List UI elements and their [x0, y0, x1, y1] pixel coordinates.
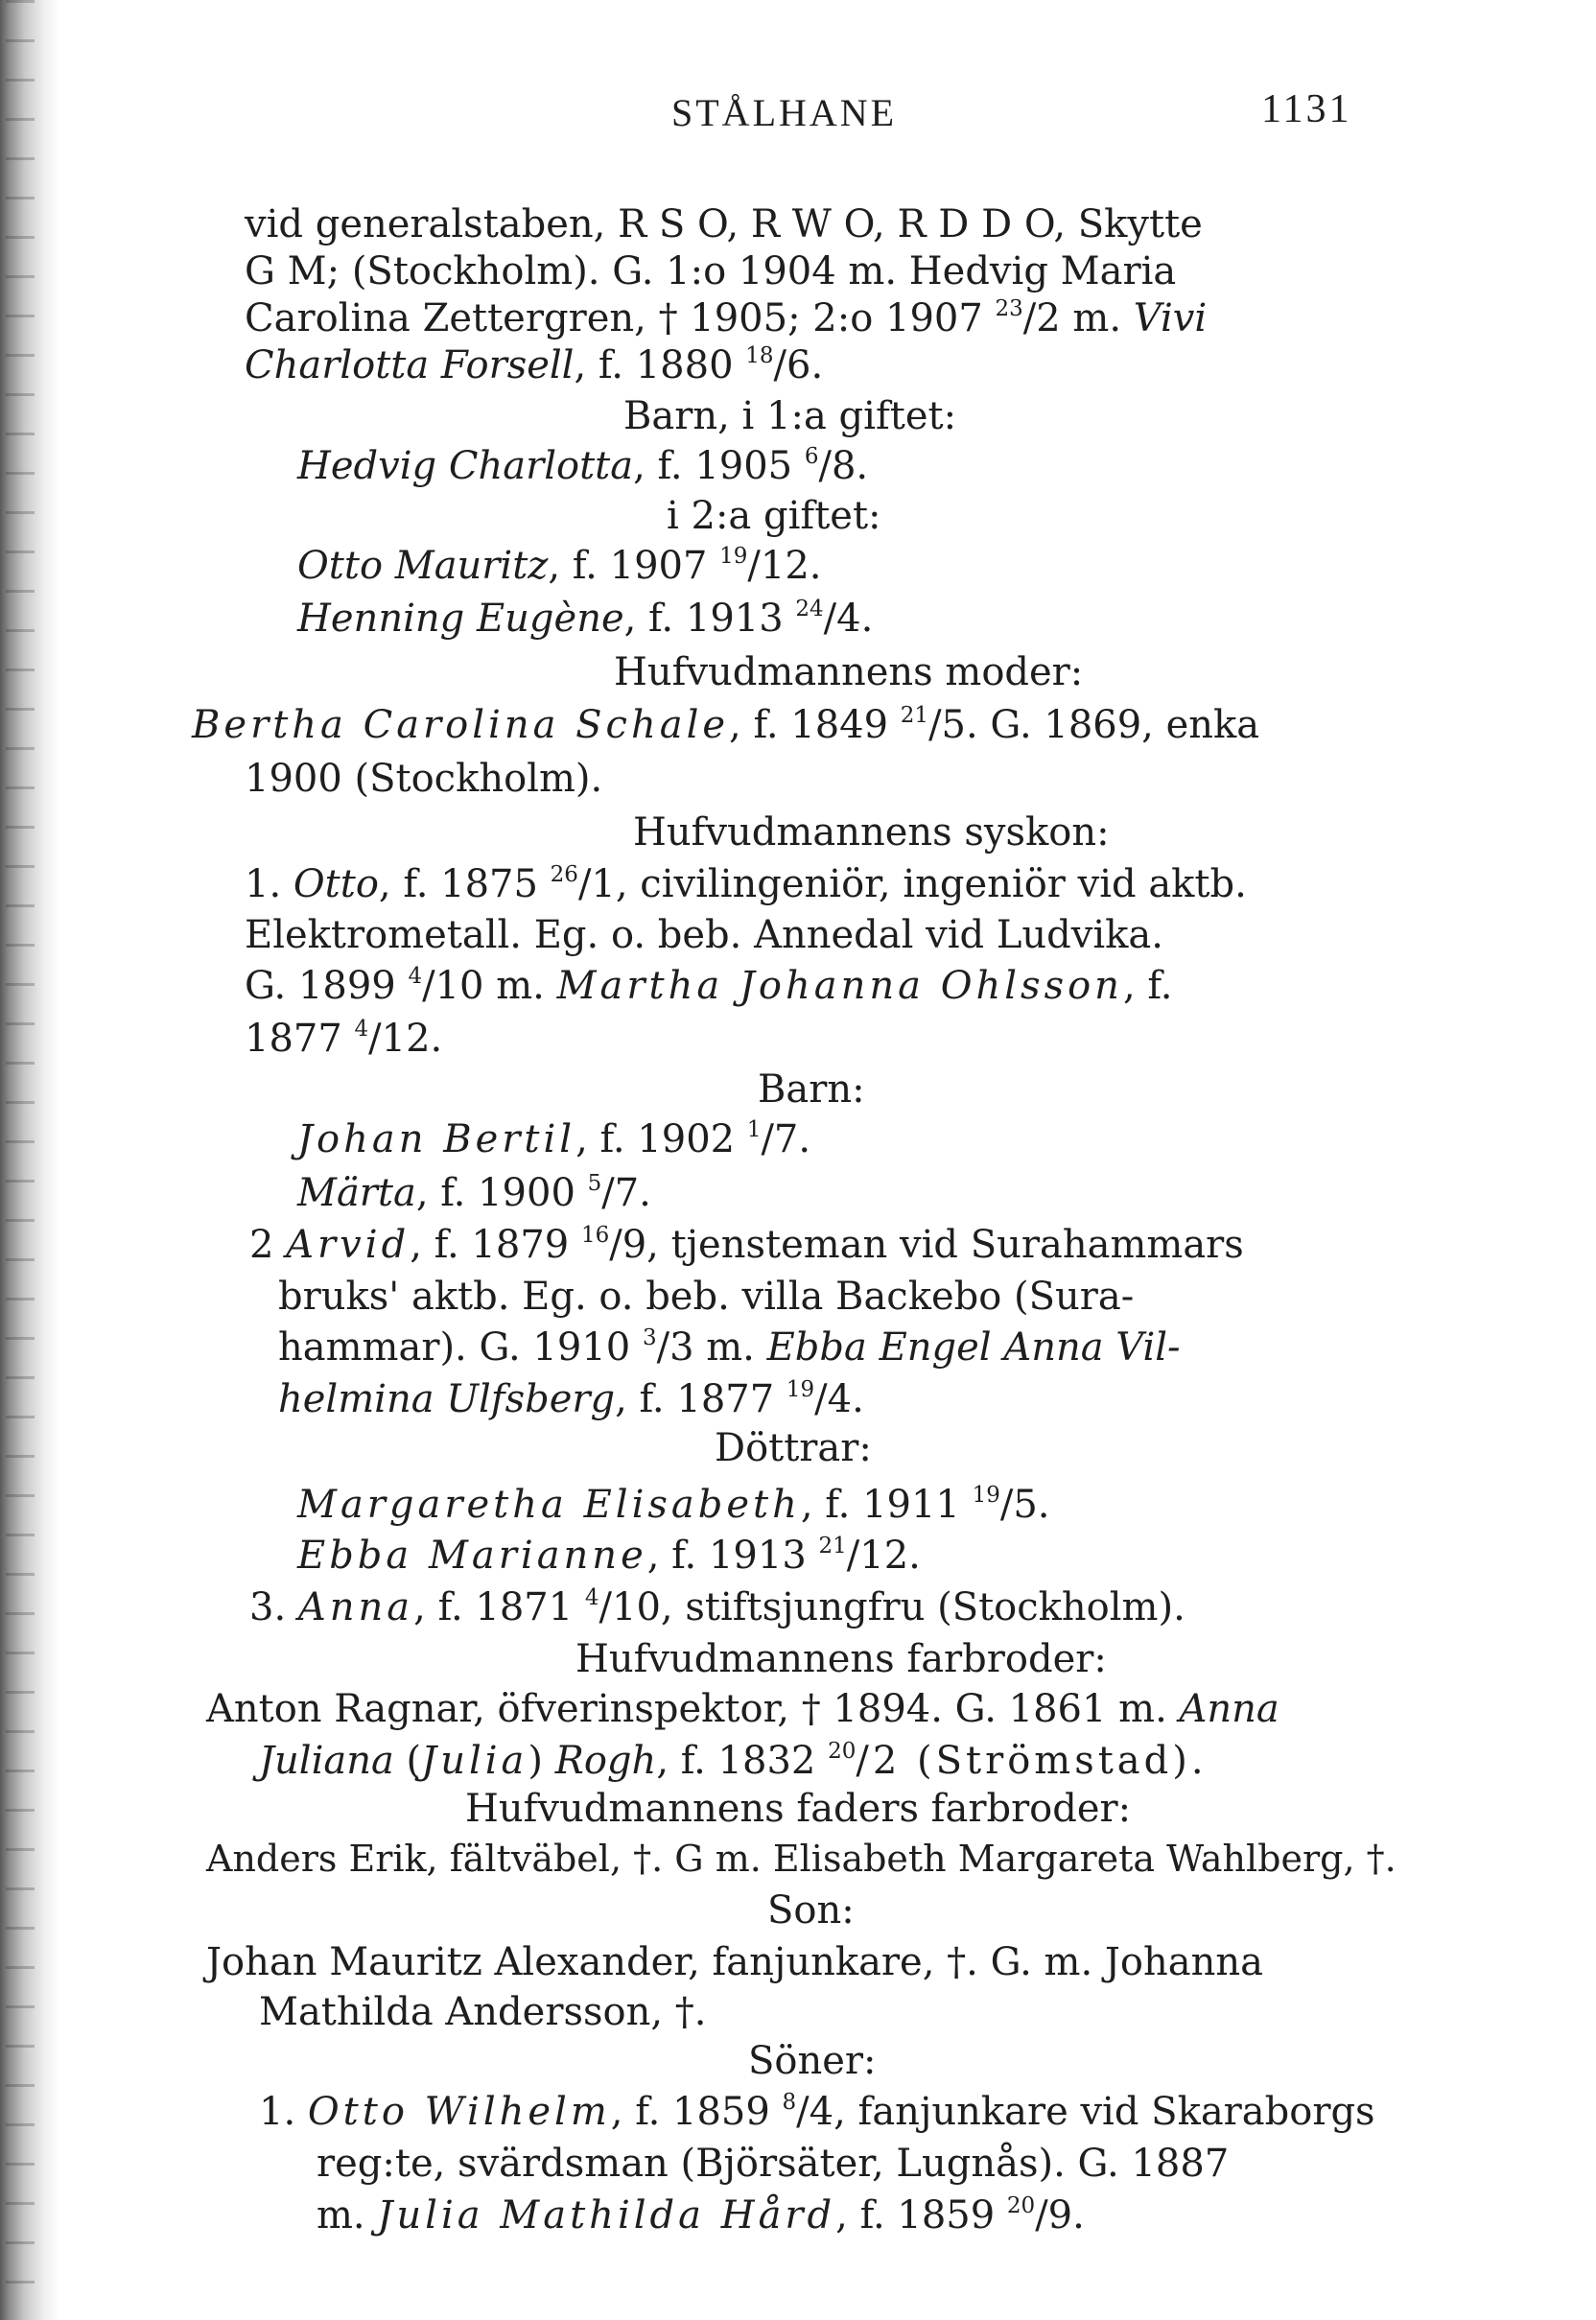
section-heading: Son:: [767, 1888, 855, 1933]
text-line: Henning Eugène, f. 1913 $^{24}$/4.: [297, 597, 874, 641]
running-head: STÅLHANE: [671, 91, 898, 134]
text-line: helmina Ulfsberg, f. 1877 $^{19}$/4.: [278, 1377, 864, 1421]
section-heading: Hufvudmannens faders farbroder:: [465, 1787, 1132, 1831]
text-line: G M; (Stockholm). G. 1:o 1904 m. Hedvig Maria: [245, 249, 1177, 293]
text-line: reg:te, svärdsman (Björsäter, Lugnås). G. 1887: [317, 2142, 1230, 2186]
text-line: m. Julia Mathilda Hård, f. 1859 $^{20}$/9.: [317, 2193, 1085, 2238]
text-line: Bertha Carolina Schale, f. 1849 $^{21}$/5. G. 1869, enka: [192, 703, 1260, 747]
text-line: Johan Bertil, f. 1902 $^1$/7.: [297, 1117, 811, 1161]
section-heading: Söner:: [748, 2039, 877, 2083]
text-line: Juliana (Julia) Rogh, f. 1832 $^{20}$/2 (Strömstad).: [259, 1739, 1208, 1783]
text-line: 1. Otto Wilhelm, f. 1859 $^8$/4, fanjunkare vid Skaraborgs: [259, 2090, 1375, 2134]
text-line: 2 Arvid, f. 1879 $^{16}$/9, tjensteman vid Surahammars: [249, 1223, 1244, 1267]
section-heading: Hufvudmannens moder:: [614, 650, 1084, 694]
text-line: G. 1899 $^4$/10 m. Martha Johanna Ohlsson, f.: [245, 964, 1173, 1008]
text-line: Margaretha Elisabeth, f. 1911 $^{19}$/5.: [297, 1483, 1050, 1527]
text-line: Märta, f. 1900 $^5$/7.: [297, 1171, 651, 1215]
text-line: hammar). G. 1910 $^3$/3 m. Ebba Engel Anna Vil-: [278, 1325, 1181, 1370]
section-heading: Hufvudmannens syskon:: [633, 810, 1110, 855]
section-heading: Döttrar:: [715, 1426, 872, 1470]
page-number: 1131: [1261, 87, 1352, 131]
text-line: Anders Erik, fältväbel, †. G m. Elisabeth Margareta Wahlberg, †.: [206, 1838, 1396, 1880]
text-line: Mathilda Andersson, †.: [259, 1990, 707, 2034]
text-line: Anton Ragnar, öfverinspektor, † 1894. G. 1861 m. Anna: [206, 1687, 1279, 1731]
section-heading: Barn, i 1:a giftet:: [623, 394, 957, 438]
section-heading: Hufvudmannens farbroder:: [575, 1637, 1107, 1681]
text-line: 1. Otto, f. 1875 $^{26}$/1, civilingeniör, ingeniör vid aktb.: [245, 862, 1247, 906]
text-line: Ebba Marianne, f. 1913 $^{21}$/12.: [297, 1534, 921, 1578]
text-line: 1900 (Stockholm).: [245, 757, 603, 801]
section-heading: Barn:: [758, 1067, 865, 1112]
text-line: Johan Mauritz Alexander, fanjunkare, †. G. m. Johanna: [206, 1940, 1263, 1984]
text-line: bruks' aktb. Eg. o. beb. villa Backebo (Sura-: [278, 1275, 1135, 1319]
text-line: Hedvig Charlotta, f. 1905 $^6$/8.: [297, 444, 869, 488]
text-line: Elektrometall. Eg. o. beb. Annedal vid Ludvika.: [245, 913, 1163, 957]
section-heading: i 2:a giftet:: [667, 494, 881, 538]
text-line: Otto Mauritz, f. 1907 $^{19}$/12.: [297, 544, 822, 588]
text-line: vid generalstaben, R S O, R W O, R D D O, Skytte: [245, 202, 1203, 246]
text-line: Charlotta Forsell, f. 1880 $^{18}$/6.: [245, 343, 824, 387]
text-line: Carolina Zettergren, † 1905; 2:o 1907 $^{23}$/2 m. Vivi: [245, 296, 1208, 340]
text-line: 3. Anna, f. 1871 $^4$/10, stiftsjungfru (Stockholm).: [249, 1585, 1185, 1629]
text-line: 1877 $^4$/12.: [245, 1017, 443, 1061]
